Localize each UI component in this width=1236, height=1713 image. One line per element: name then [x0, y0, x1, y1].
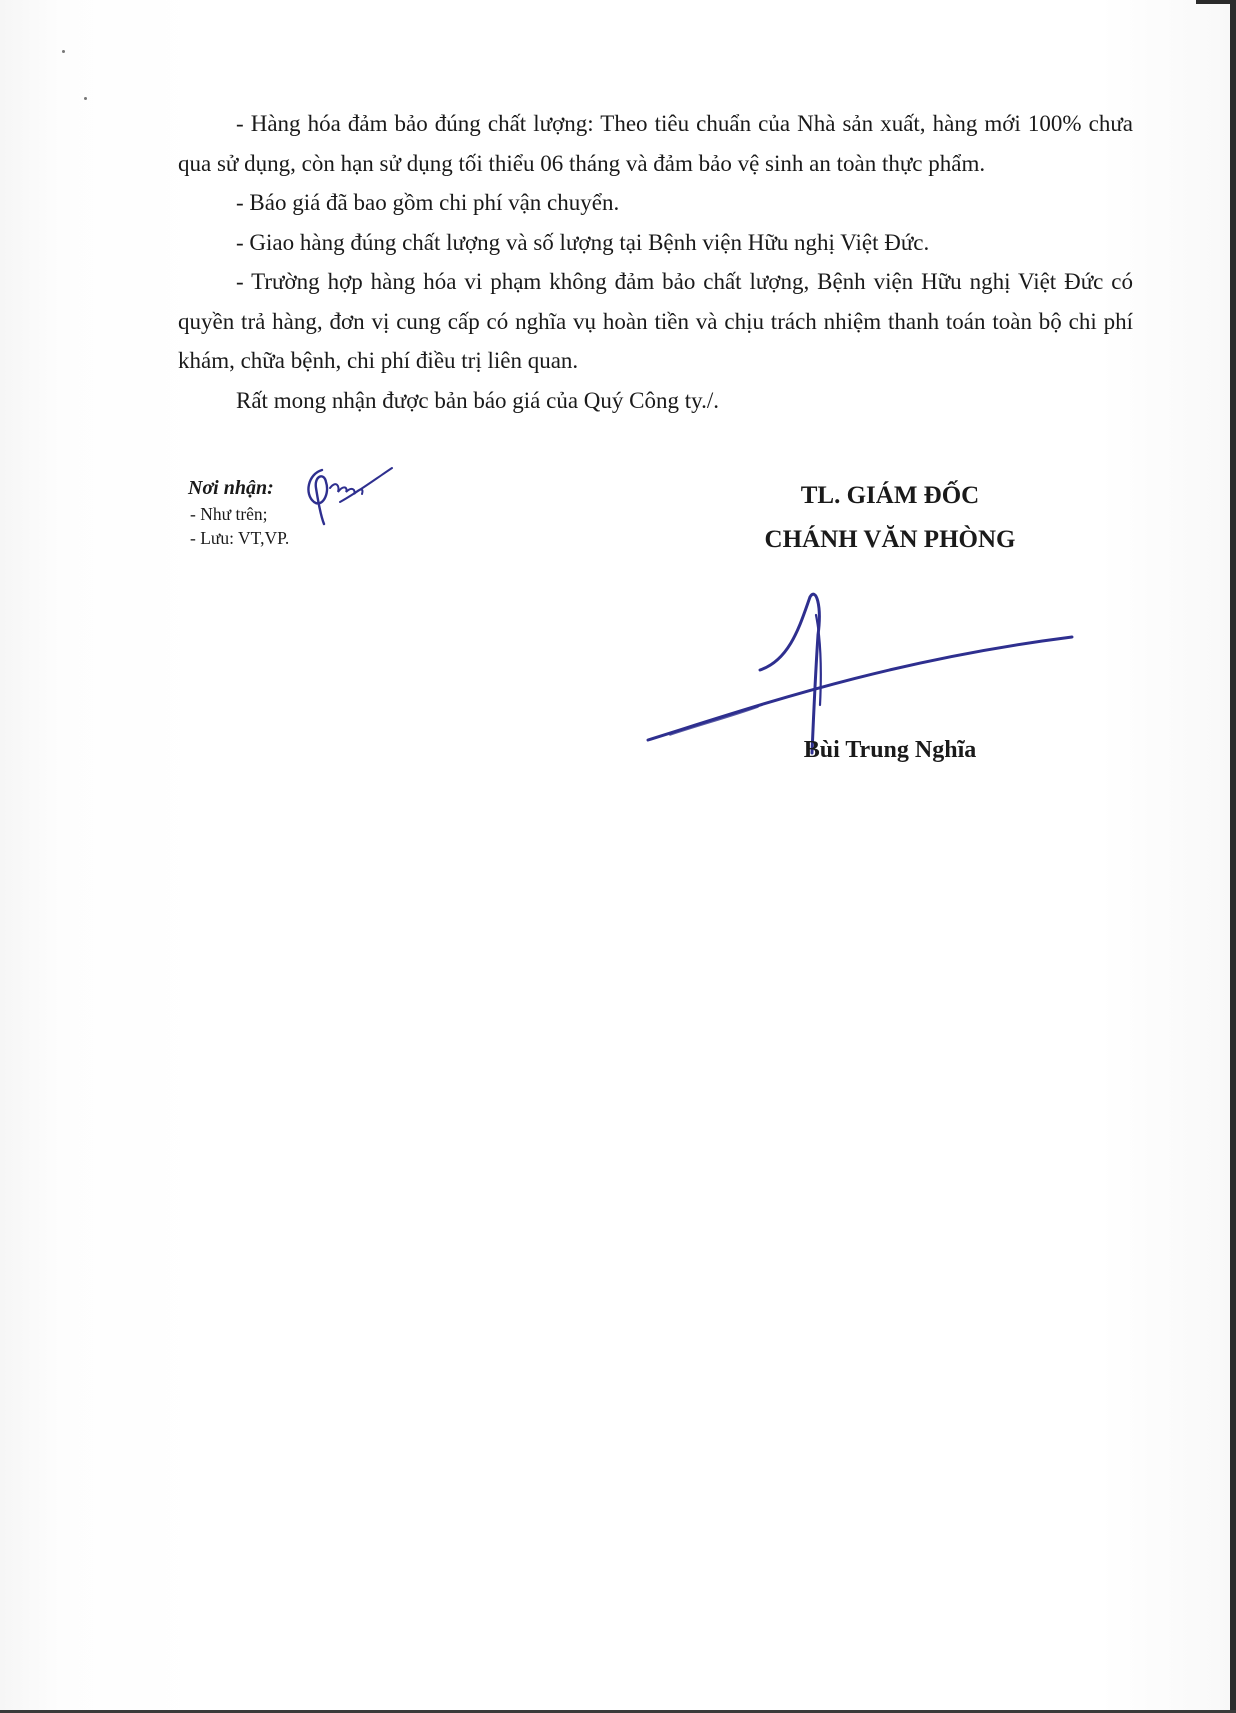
scan-speck [62, 50, 65, 53]
initials-signature [300, 458, 395, 533]
signatory-title [700, 474, 1080, 562]
scan-edge-right [1230, 0, 1236, 1713]
paragraph-shipping: - Báo giá đã bao gồm chi phí vận chuyển. [236, 190, 620, 215]
signer-name: Bùi Trung Nghĩa [803, 737, 977, 763]
scan-speck [84, 97, 87, 100]
recipient-item: - Như trên; [190, 504, 268, 524]
letter-body [178, 104, 1133, 420]
recipients-heading: Nơi nhận: [188, 477, 274, 499]
paragraph-violation: - Trường hợp hàng hóa vi phạm không đảm bảo chất lượng, Bệnh viện Hữu nghị Việt Đức có quyền trả hàng, đơn vị cung cấp có nghĩa vụ hoàn tiền và chịu trách nhiệm thanh toán toàn bộ chi phí khám, chữa bệnh, chi phí điều trị liên quan. [178, 269, 1133, 373]
signatory-line1: TL. GIÁM ĐỐC [800, 482, 980, 509]
signatory-line2: CHÁNH VĂN PHÒNG [764, 526, 1016, 553]
recipient-item: - Lưu: VT,VP. [190, 528, 290, 548]
paragraph-quality: - Hàng hóa đảm bảo đúng chất lượng: Theo tiêu chuẩn của Nhà sản xuất, hàng mới 100% chưa qua sử dụng, còn hạn sử dụng tối thiểu 06 tháng và đảm bảo vệ sinh an toàn thực phẩm. [178, 111, 1133, 176]
paragraph-delivery: - Giao hàng đúng chất lượng và số lượng tại Bệnh viện Hữu nghị Việt Đức. [236, 229, 930, 255]
paragraph-closing: Rất mong nhận được bản báo giá của Quý Công ty./. [236, 387, 720, 413]
main-signature [640, 585, 1080, 755]
